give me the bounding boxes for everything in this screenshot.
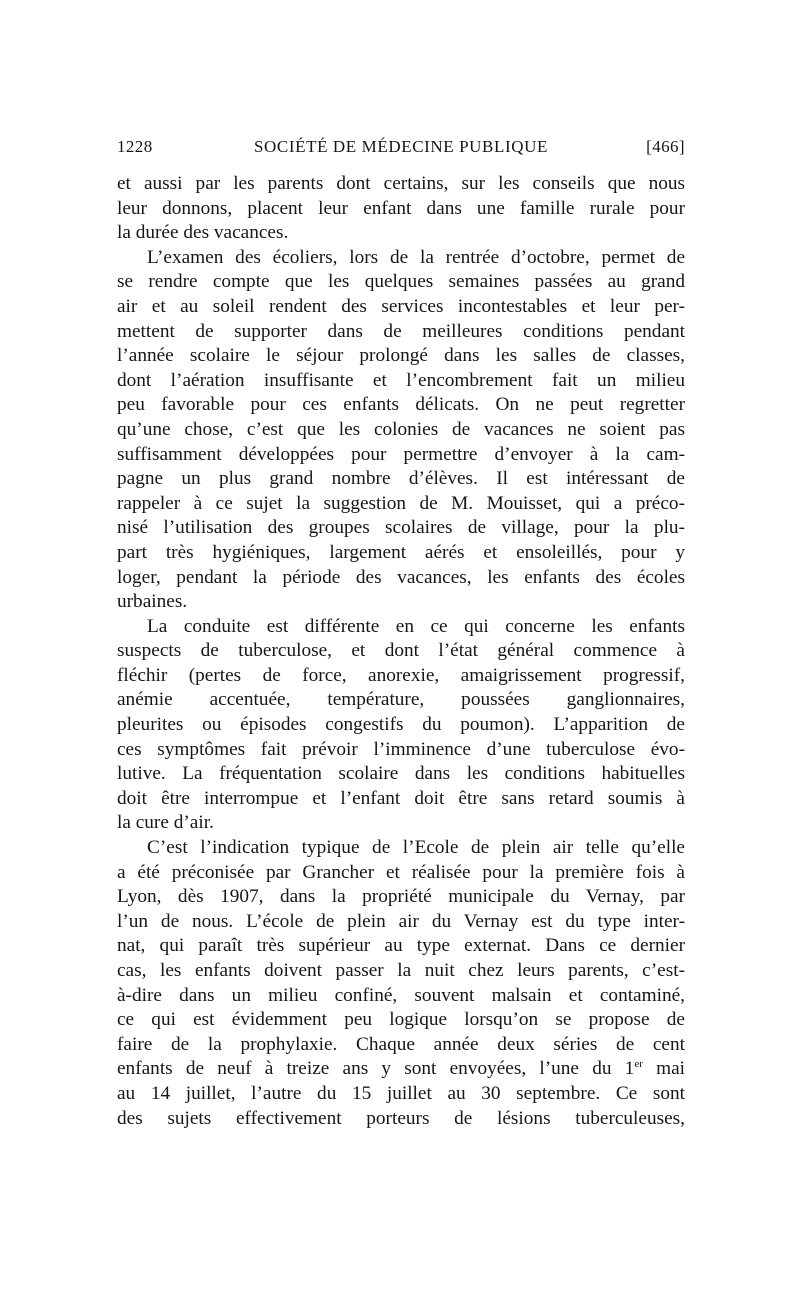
- text-line: la cure d’air.: [117, 812, 214, 834]
- text-line: C’est l’indication typique de l’Ecole de plein air telle qu’elle: [147, 837, 685, 859]
- text-line: nisé l’utilisation des groupes scolaires de village, pour la plu-: [117, 517, 685, 539]
- running-head: [117, 137, 685, 161]
- text-line: l’année scolaire le séjour prolongé dans les salles de classes,: [117, 345, 685, 367]
- page-number: 1228: [117, 137, 153, 156]
- text-line: doit être interrompue et l’enfant doit être sans retard soumis à: [117, 787, 685, 809]
- bracket-page-number: [466]: [646, 137, 685, 156]
- text-line: nat, qui paraît très supérieur au type externat. Dans ce dernier: [117, 935, 685, 957]
- text-line: L’examen des écoliers, lors de la rentrée d’octobre, permet de: [147, 246, 685, 268]
- text-line: urbaines.: [117, 591, 188, 613]
- text-line: enfants de neuf à treize ans y sont envoyées, l’une du 1er mai: [117, 1058, 685, 1080]
- text-line: mettent de supporter dans de meilleures conditions pendant: [117, 320, 685, 342]
- text-line: fléchir (pertes de force, anorexie, amaigrissement progressif,: [117, 664, 685, 686]
- text-line: loger, pendant la période des vacances, les enfants des écoles: [117, 566, 685, 588]
- text-line: part très hygiéniques, largement aérés et ensoleillés, pour y: [117, 541, 685, 563]
- text-line: faire de la prophylaxie. Chaque année deux séries de cent: [117, 1033, 685, 1055]
- text-line: a été préconisée par Grancher et réalisée pour la première fois à: [117, 861, 685, 883]
- text-line: ce qui est évidemment peu logique lorsqu’on se propose de: [117, 1009, 685, 1031]
- text-line: Lyon, dès 1907, dans la propriété municipale du Vernay, par: [117, 886, 685, 908]
- superscript: er: [634, 1058, 643, 1071]
- text-line: et aussi par les parents dont certains, sur les conseils que nous: [117, 173, 685, 194]
- text-line: à-dire dans un milieu confiné, souvent malsain et contaminé,: [117, 984, 685, 1006]
- text-line: la durée des vacances.: [117, 222, 289, 244]
- text-line: anémie accentuée, température, poussées ganglionnaires,: [117, 689, 685, 711]
- body-text: [117, 172, 685, 1131]
- text-line: des sujets effectivement porteurs de lésions tuberculeuses,: [117, 1107, 685, 1129]
- text-line: l’un de nous. L’école de plein air du Vernay est du type inter-: [117, 910, 685, 932]
- text-line: qu’une chose, c’est que les colonies de vacances ne soient pas: [117, 418, 685, 440]
- text-line: suffisamment développées pour permettre d’envoyer à la cam-: [117, 443, 685, 465]
- text-line: lutive. La fréquentation scolaire dans les conditions habituelles: [117, 763, 685, 785]
- text-line: pleurites ou épisodes congestifs du poumon). L’apparition de: [117, 714, 685, 736]
- text-line: suspects de tuberculose, et dont l’état général commence à: [117, 640, 685, 662]
- text-line: La conduite est différente en ce qui concerne les enfants: [147, 615, 685, 637]
- text-line: se rendre compte que les quelques semaines passées au grand: [117, 271, 685, 293]
- text-line: leur donnons, placent leur enfant dans une famille rurale pour: [117, 197, 685, 219]
- text-line: cas, les enfants doivent passer la nuit chez leurs parents, c’est-: [117, 960, 685, 981]
- text-line: rappeler à ce sujet la suggestion de M. Mouisset, qui a préco-: [117, 492, 685, 514]
- text-line: pagne un plus grand nombre d’élèves. Il est intéressant de: [117, 468, 685, 490]
- text-line: dont l’aération insuffisante et l’encombrement fait un milieu: [117, 369, 685, 391]
- text-line: air et au soleil rendent des services incontestables et leur per-: [117, 295, 685, 317]
- text-line: peu favorable pour ces enfants délicats. On ne peut regretter: [117, 394, 685, 416]
- text-line: au 14 juillet, l’autre du 15 juillet au 30 septembre. Ce sont: [117, 1082, 685, 1104]
- text-line: ces symptômes fait prévoir l’imminence d’une tuberculose évo-: [117, 738, 685, 760]
- running-title: SOCIÉTÉ DE MÉDECINE PUBLIQUE: [254, 137, 548, 156]
